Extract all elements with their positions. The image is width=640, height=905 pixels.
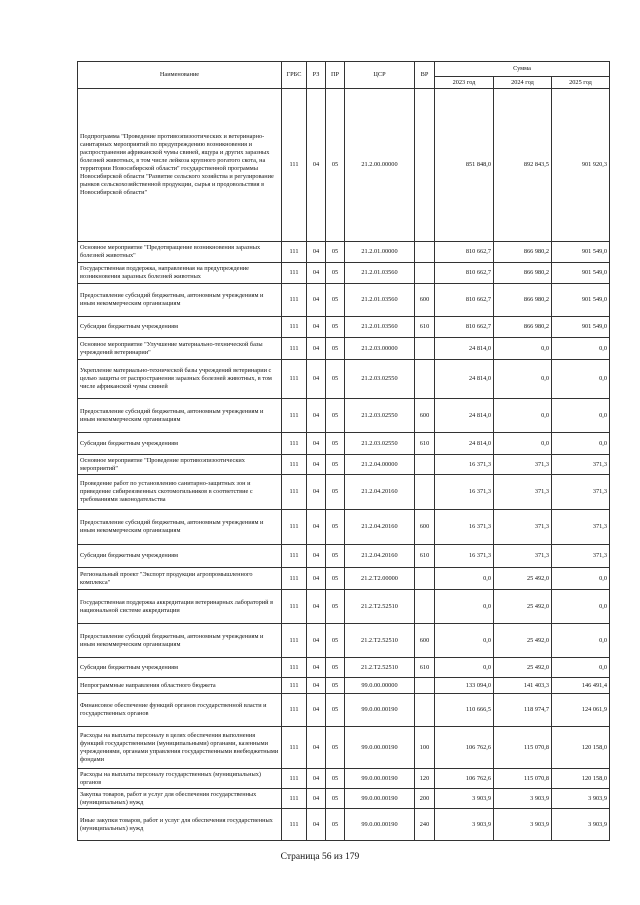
table-row <box>78 694 610 727</box>
cell-2023: 133 094,0 <box>435 678 494 694</box>
cell-2023: 24 814,0 <box>435 360 494 399</box>
cell-csr: 21.2.04.00000 <box>345 455 415 475</box>
cell-2024: 25 492,0 <box>494 590 552 624</box>
cell-name: Проведение работ по установлению санитарно-защитных зон и приведение сибиреязвенных скотомогильников в соответствие с требованиями законодательства <box>78 475 282 510</box>
cell-grbs: 111 <box>282 510 307 545</box>
table-row <box>78 475 610 510</box>
cell-name: Предоставление субсидий бюджетным, автономным учреждениям и иным некоммерческим организациям <box>78 510 282 545</box>
cell-pr: 05 <box>326 338 345 360</box>
cell-pr: 05 <box>326 590 345 624</box>
table-row <box>78 433 610 455</box>
cell-2025: 371,3 <box>552 510 610 545</box>
cell-vr <box>415 89 435 242</box>
cell-vr <box>415 360 435 399</box>
cell-2024: 25 492,0 <box>494 568 552 590</box>
cell-grbs: 111 <box>282 678 307 694</box>
cell-grbs: 111 <box>282 727 307 769</box>
cell-2025: 901 920,3 <box>552 89 610 242</box>
cell-grbs: 111 <box>282 263 307 284</box>
cell-csr: 21.2.01.03560 <box>345 263 415 284</box>
cell-name: Субсидии бюджетным учреждениям <box>78 545 282 568</box>
cell-vr: 600 <box>415 510 435 545</box>
cell-name: Иные закупки товаров, работ и услуг для обеспечения государственных (муниципальных) нужд <box>78 809 282 841</box>
cell-pr: 05 <box>326 568 345 590</box>
cell-2023: 16 371,3 <box>435 475 494 510</box>
cell-2025: 371,3 <box>552 545 610 568</box>
cell-2023: 851 848,0 <box>435 89 494 242</box>
cell-rz: 04 <box>307 769 326 789</box>
cell-rz: 04 <box>307 545 326 568</box>
cell-2025: 901 549,0 <box>552 317 610 338</box>
cell-csr: 21.2.01.00000 <box>345 242 415 263</box>
cell-2025: 120 158,0 <box>552 727 610 769</box>
cell-csr: 21.2.03.00000 <box>345 338 415 360</box>
header-year-2023: 2023 год <box>435 77 494 89</box>
cell-2023: 3 903,9 <box>435 809 494 841</box>
budget-table <box>77 61 610 841</box>
table-row <box>78 769 610 789</box>
cell-grbs: 111 <box>282 399 307 433</box>
cell-2024: 371,3 <box>494 545 552 568</box>
cell-name: Основное мероприятие "Предотвращение возникновения заразных болезней животных" <box>78 242 282 263</box>
cell-2025: 371,3 <box>552 475 610 510</box>
cell-2023: 3 903,9 <box>435 789 494 809</box>
cell-name: Предоставление субсидий бюджетным, автономным учреждениям и иным некоммерческим организациям <box>78 284 282 317</box>
cell-grbs: 111 <box>282 242 307 263</box>
cell-2023: 0,0 <box>435 590 494 624</box>
cell-rz: 04 <box>307 678 326 694</box>
cell-vr: 600 <box>415 624 435 658</box>
cell-name: Предоставление субсидий бюджетным, автономным учреждениям и иным некоммерческим организациям <box>78 624 282 658</box>
cell-name: Региональный проект "Экспорт продукции агропромышленного комплекса" <box>78 568 282 590</box>
cell-2023: 810 662,7 <box>435 317 494 338</box>
cell-2023: 16 371,3 <box>435 510 494 545</box>
header-vr: ВР <box>415 62 435 89</box>
cell-name: Финансовое обеспечение функций органов государственной власти и государственных органов <box>78 694 282 727</box>
cell-rz: 04 <box>307 360 326 399</box>
cell-grbs: 111 <box>282 658 307 678</box>
cell-2025: 124 061,9 <box>552 694 610 727</box>
cell-2023: 16 371,3 <box>435 545 494 568</box>
cell-2024: 25 492,0 <box>494 624 552 658</box>
cell-2024: 371,3 <box>494 455 552 475</box>
cell-2025: 0,0 <box>552 624 610 658</box>
cell-name: Закупка товаров, работ и услуг для обеспечения государственных (муниципальных) нужд <box>78 789 282 809</box>
table-body <box>78 89 610 841</box>
cell-2025: 0,0 <box>552 590 610 624</box>
cell-csr: 21.2.04.20160 <box>345 545 415 568</box>
cell-pr: 05 <box>326 510 345 545</box>
cell-grbs: 111 <box>282 694 307 727</box>
cell-pr: 05 <box>326 284 345 317</box>
cell-grbs: 111 <box>282 475 307 510</box>
cell-name: Укрепление материально-технической базы учреждений ветеринарии с целью защиты от распространения заразных болезней животных, в том числе африканской чумы свиней <box>78 360 282 399</box>
cell-2024: 866 980,2 <box>494 263 552 284</box>
cell-rz: 04 <box>307 658 326 678</box>
cell-pr: 05 <box>326 727 345 769</box>
cell-2024: 115 070,8 <box>494 769 552 789</box>
table-row <box>78 809 610 841</box>
cell-pr: 05 <box>326 475 345 510</box>
cell-vr <box>415 694 435 727</box>
cell-2024: 25 492,0 <box>494 658 552 678</box>
cell-rz: 04 <box>307 89 326 242</box>
cell-rz: 04 <box>307 475 326 510</box>
cell-name: Предоставление субсидий бюджетным, автономным учреждениям и иным некоммерческим организациям <box>78 399 282 433</box>
cell-vr: 120 <box>415 769 435 789</box>
header-grbs: ГРБС <box>282 62 307 89</box>
cell-2024: 0,0 <box>494 338 552 360</box>
header-csr: ЦСР <box>345 62 415 89</box>
cell-2024: 3 903,9 <box>494 809 552 841</box>
cell-2025: 3 903,9 <box>552 789 610 809</box>
cell-csr: 99.0.00.00190 <box>345 769 415 789</box>
cell-name: Расходы на выплаты персоналу в целях обеспечения выполнения функций государственными (муниципальными) органами, казенными учреждениями, органами управления государственными внебюджетными фондами <box>78 727 282 769</box>
table-row <box>78 284 610 317</box>
cell-csr: 21.2.T2.52510 <box>345 658 415 678</box>
cell-name: Основное мероприятие "Улучшение материально-технической базы учреждений ветеринарии" <box>78 338 282 360</box>
cell-2024: 0,0 <box>494 399 552 433</box>
cell-vr <box>415 568 435 590</box>
cell-2025: 371,3 <box>552 455 610 475</box>
cell-pr: 05 <box>326 263 345 284</box>
header-name: Наименование <box>78 62 282 89</box>
cell-pr: 05 <box>326 89 345 242</box>
cell-grbs: 111 <box>282 769 307 789</box>
cell-vr <box>415 678 435 694</box>
cell-rz: 04 <box>307 263 326 284</box>
header-sums: Сумма <box>435 62 610 77</box>
cell-2023: 24 814,0 <box>435 399 494 433</box>
cell-vr <box>415 242 435 263</box>
cell-csr: 99.0.00.00190 <box>345 694 415 727</box>
cell-csr: 99.0.00.00190 <box>345 809 415 841</box>
cell-2024: 892 843,5 <box>494 89 552 242</box>
cell-2023: 110 666,5 <box>435 694 494 727</box>
cell-2023: 810 662,7 <box>435 284 494 317</box>
cell-pr: 05 <box>326 242 345 263</box>
cell-rz: 04 <box>307 727 326 769</box>
cell-2023: 810 662,7 <box>435 263 494 284</box>
cell-name: Субсидии бюджетным учреждениям <box>78 658 282 678</box>
cell-csr: 21.2.T2.00000 <box>345 568 415 590</box>
cell-2024: 866 980,2 <box>494 317 552 338</box>
cell-grbs: 111 <box>282 590 307 624</box>
cell-2025: 0,0 <box>552 399 610 433</box>
cell-csr: 21.2.T2.52510 <box>345 624 415 658</box>
cell-2025: 0,0 <box>552 338 610 360</box>
cell-pr: 05 <box>326 360 345 399</box>
cell-grbs: 111 <box>282 317 307 338</box>
cell-pr: 05 <box>326 399 345 433</box>
table-row <box>78 242 610 263</box>
table-row <box>78 727 610 769</box>
cell-name: Государственная поддержка, направленная на предупреждение возникновения заразных болезней животных <box>78 263 282 284</box>
cell-name: Государственная поддержка аккредитации ветеринарных лабораторий в национальной системе аккредитации <box>78 590 282 624</box>
cell-grbs: 111 <box>282 809 307 841</box>
cell-vr <box>415 475 435 510</box>
cell-2023: 24 814,0 <box>435 338 494 360</box>
cell-rz: 04 <box>307 317 326 338</box>
cell-name: Основное мероприятие "Проведение противоэпизоотических мероприятий" <box>78 455 282 475</box>
cell-csr: 21.2.03.02550 <box>345 433 415 455</box>
cell-name: Субсидии бюджетным учреждениям <box>78 433 282 455</box>
cell-rz: 04 <box>307 284 326 317</box>
cell-2025: 0,0 <box>552 433 610 455</box>
cell-2024: 115 070,8 <box>494 727 552 769</box>
cell-csr: 21.2.00.00000 <box>345 89 415 242</box>
cell-2024: 3 903,9 <box>494 789 552 809</box>
table-row <box>78 568 610 590</box>
header-rz: РЗ <box>307 62 326 89</box>
table-row <box>78 678 610 694</box>
cell-csr: 21.2.01.03560 <box>345 317 415 338</box>
table-row <box>78 455 610 475</box>
cell-pr: 05 <box>326 809 345 841</box>
table-row <box>78 338 610 360</box>
table-row <box>78 263 610 284</box>
cell-rz: 04 <box>307 624 326 658</box>
cell-2025: 901 549,0 <box>552 284 610 317</box>
cell-pr: 05 <box>326 433 345 455</box>
cell-vr: 610 <box>415 433 435 455</box>
cell-name: Расходы на выплаты персоналу государственных (муниципальных) органов <box>78 769 282 789</box>
cell-rz: 04 <box>307 338 326 360</box>
cell-name: Подпрограмма "Проведение противоэпизоотических и ветеринарно-санитарных мероприятий по предупреждению возникновения и распространения африканской чумы свиней, ящура и других заразных болезней животных, в том числе лейкоза крупного рогатого скота, на территории Новосибирской области" государственной программы Новосибирской области "Развитие сельского хозяйства и регулирование рынков сельскохозяйственной продукции, сырья и продовольствия в Новосибирской области" <box>78 89 282 242</box>
cell-grbs: 111 <box>282 545 307 568</box>
cell-2023: 106 762,6 <box>435 727 494 769</box>
cell-pr: 05 <box>326 455 345 475</box>
cell-rz: 04 <box>307 433 326 455</box>
cell-grbs: 111 <box>282 433 307 455</box>
cell-vr: 100 <box>415 727 435 769</box>
cell-pr: 05 <box>326 658 345 678</box>
cell-2024: 371,3 <box>494 475 552 510</box>
cell-grbs: 111 <box>282 789 307 809</box>
cell-rz: 04 <box>307 789 326 809</box>
cell-2025: 0,0 <box>552 568 610 590</box>
cell-2024: 141 403,3 <box>494 678 552 694</box>
cell-pr: 05 <box>326 624 345 658</box>
table-row <box>78 317 610 338</box>
cell-vr <box>415 590 435 624</box>
cell-2025: 901 549,0 <box>552 263 610 284</box>
cell-vr: 240 <box>415 809 435 841</box>
cell-2023: 810 662,7 <box>435 242 494 263</box>
cell-rz: 04 <box>307 590 326 624</box>
cell-vr: 610 <box>415 658 435 678</box>
cell-grbs: 111 <box>282 624 307 658</box>
table-row <box>78 789 610 809</box>
cell-csr: 21.2.T2.52510 <box>345 590 415 624</box>
cell-rz: 04 <box>307 694 326 727</box>
cell-vr <box>415 338 435 360</box>
table-row <box>78 658 610 678</box>
cell-csr: 21.2.03.02550 <box>345 399 415 433</box>
cell-2024: 371,3 <box>494 510 552 545</box>
cell-2024: 866 980,2 <box>494 284 552 317</box>
cell-pr: 05 <box>326 694 345 727</box>
page-number: Страница 56 из 179 <box>280 852 360 862</box>
table-row <box>78 590 610 624</box>
cell-csr: 21.2.04.20160 <box>345 475 415 510</box>
cell-grbs: 111 <box>282 455 307 475</box>
cell-rz: 04 <box>307 399 326 433</box>
cell-vr: 600 <box>415 284 435 317</box>
cell-rz: 04 <box>307 242 326 263</box>
cell-pr: 05 <box>326 545 345 568</box>
cell-2023: 24 814,0 <box>435 433 494 455</box>
cell-2025: 3 903,9 <box>552 809 610 841</box>
cell-rz: 04 <box>307 809 326 841</box>
cell-grbs: 111 <box>282 360 307 399</box>
cell-csr: 21.2.03.02550 <box>345 360 415 399</box>
header-year-2025: 2025 год <box>552 77 610 89</box>
cell-2024: 866 980,2 <box>494 242 552 263</box>
header-year-2024: 2024 год <box>494 77 552 89</box>
cell-2025: 120 158,0 <box>552 769 610 789</box>
cell-vr <box>415 263 435 284</box>
cell-vr: 200 <box>415 789 435 809</box>
table-header <box>78 62 610 89</box>
cell-grbs: 111 <box>282 338 307 360</box>
cell-rz: 04 <box>307 510 326 545</box>
cell-2023: 0,0 <box>435 624 494 658</box>
table-row <box>78 545 610 568</box>
cell-2023: 0,0 <box>435 568 494 590</box>
table-row <box>78 399 610 433</box>
table-row <box>78 510 610 545</box>
cell-grbs: 111 <box>282 89 307 242</box>
cell-2023: 0,0 <box>435 658 494 678</box>
table-row <box>78 360 610 399</box>
cell-name: Субсидии бюджетным учреждениям <box>78 317 282 338</box>
cell-vr: 610 <box>415 317 435 338</box>
header-pr: ПР <box>326 62 345 89</box>
cell-2024: 0,0 <box>494 360 552 399</box>
cell-pr: 05 <box>326 789 345 809</box>
table-row <box>78 89 610 242</box>
cell-pr: 05 <box>326 769 345 789</box>
cell-2025: 146 491,4 <box>552 678 610 694</box>
cell-pr: 05 <box>326 678 345 694</box>
cell-2025: 0,0 <box>552 658 610 678</box>
cell-csr: 99.0.00.00000 <box>345 678 415 694</box>
cell-grbs: 111 <box>282 284 307 317</box>
table-row <box>78 624 610 658</box>
cell-vr: 600 <box>415 399 435 433</box>
cell-csr: 99.0.00.00190 <box>345 789 415 809</box>
cell-2025: 0,0 <box>552 360 610 399</box>
cell-csr: 99.0.00.00190 <box>345 727 415 769</box>
cell-2025: 901 549,0 <box>552 242 610 263</box>
cell-2023: 16 371,3 <box>435 455 494 475</box>
cell-vr <box>415 455 435 475</box>
cell-rz: 04 <box>307 568 326 590</box>
cell-csr: 21.2.04.20160 <box>345 510 415 545</box>
cell-2024: 118 974,7 <box>494 694 552 727</box>
cell-rz: 04 <box>307 455 326 475</box>
cell-grbs: 111 <box>282 568 307 590</box>
cell-csr: 21.2.01.03560 <box>345 284 415 317</box>
cell-2024: 0,0 <box>494 433 552 455</box>
cell-name: Непрограммные направления областного бюджета <box>78 678 282 694</box>
cell-pr: 05 <box>326 317 345 338</box>
cell-2023: 106 762,6 <box>435 769 494 789</box>
cell-vr: 610 <box>415 545 435 568</box>
